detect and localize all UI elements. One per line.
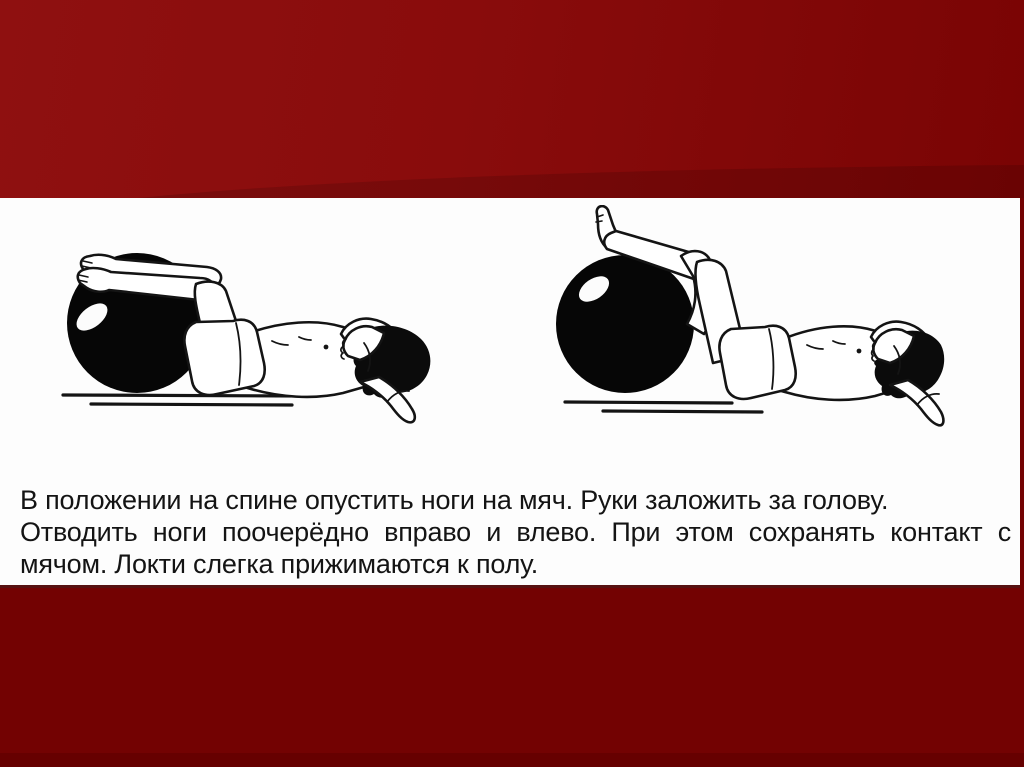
- caption-text: [20, 484, 1011, 580]
- caption-line: В положении на спине опустить ноги на мяч. Руки заложить за голову.: [20, 485, 889, 515]
- exercise-ball: [556, 255, 694, 393]
- near-arm: [890, 380, 943, 425]
- chest-dot: [324, 345, 329, 350]
- swoosh-decoration: [0, 0, 1024, 198]
- exercise-illustration-right: [545, 205, 945, 445]
- shorts: [184, 320, 264, 395]
- bottom-edge-strip: [0, 753, 1024, 767]
- ground-line: [565, 402, 732, 403]
- chest-dot: [857, 349, 862, 354]
- content-panel: [0, 198, 1020, 588]
- caption-line: Отводить ноги поочерёдно вправо и влево. При этом сохранять контакт с: [20, 517, 1011, 547]
- top-maroon-band: [0, 0, 1024, 198]
- ground-line: [63, 395, 303, 396]
- bottom-maroon-band: [0, 588, 1024, 767]
- shorts: [719, 326, 795, 399]
- exercise-illustration-left: [50, 235, 450, 445]
- ground-line: [91, 404, 292, 405]
- ground-line: [603, 411, 762, 412]
- caption-line: мячом. Локти слегка прижимаются к полу.: [20, 549, 539, 579]
